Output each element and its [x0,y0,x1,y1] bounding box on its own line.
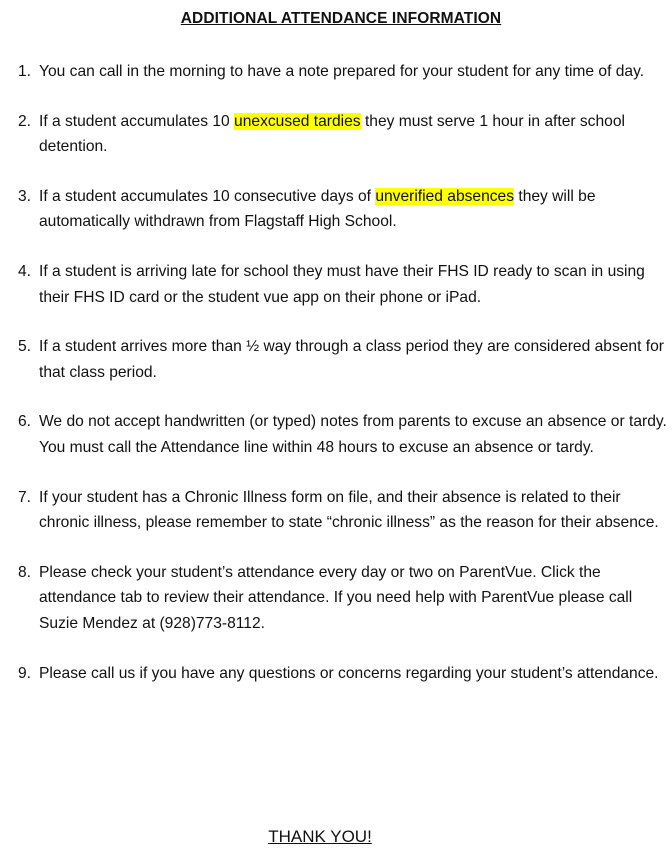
document-title: ADDITIONAL ATTENDANCE INFORMATION [180,10,502,27]
list-item [0,334,672,385]
list-item-text: Please call us if you have any questions or concerns regarding your student’s attendance. [39,664,659,682]
highlighted-text: unexcused tardies [234,112,361,130]
list-item-number: 9. [18,664,32,682]
list-item [0,109,672,160]
list-item-number: 6. [18,413,32,431]
list-item-number: 4. [18,263,32,281]
list-item-text: If your student has a Chronic Illness form on file, and their absence is related to their chronic illness, please remember to state “chronic illness” as the reason for their absence. [39,488,659,532]
list-item [0,59,672,85]
list-item-text [39,188,596,231]
list-item [0,485,672,536]
attendance-rules-list [0,59,672,710]
text-segment: they will be automatically withdrawn from Flagstaff High School. [39,187,596,231]
list-item-number: 5. [18,338,32,356]
list-item-number: 8. [18,563,32,581]
list-item-text: We do not accept handwritten (or typed) notes from parents to excuse an absence or tardy. You must call the Attendance line within 48 hours to excuse an absence or tardy. [39,413,667,456]
list-item-number: 1. [18,63,32,80]
list-item-text: Please check your student’s attendance every day or two on ParentVue. Click the attendance tab to review their attendance. If you need help with ParentVue please call Suzie Mendez at (928)773-8112. [39,563,633,632]
list-item [0,259,672,310]
list-item-text: If a student is arriving late for school they must have their FHS ID ready to scan in using their FHS ID card or the student vue app on their phone or iPad. [39,263,645,306]
text-segment: If a student accumulates 10 consecutive days of [39,187,376,205]
text-segment: If a student accumulates 10 [39,112,235,130]
list-item [0,409,672,460]
text-segment: they must serve 1 hour in after school detention. [39,112,625,156]
list-item-text [39,113,625,156]
highlighted-text: unverified absences [375,187,515,205]
list-item [0,661,672,687]
list-item-number: 3. [18,187,32,205]
list-item-number: 2. [18,112,32,130]
list-item-text: If a student arrives more than ½ way through a class period they are considered absent for that class period. [39,338,664,381]
list-item [0,184,672,235]
list-item-number: 7. [18,488,32,506]
list-item-text: You can call in the morning to have a note prepared for your student for any time of day. [39,63,645,80]
list-item [0,560,672,637]
closing-thank-you: THANK YOU! [268,827,372,846]
